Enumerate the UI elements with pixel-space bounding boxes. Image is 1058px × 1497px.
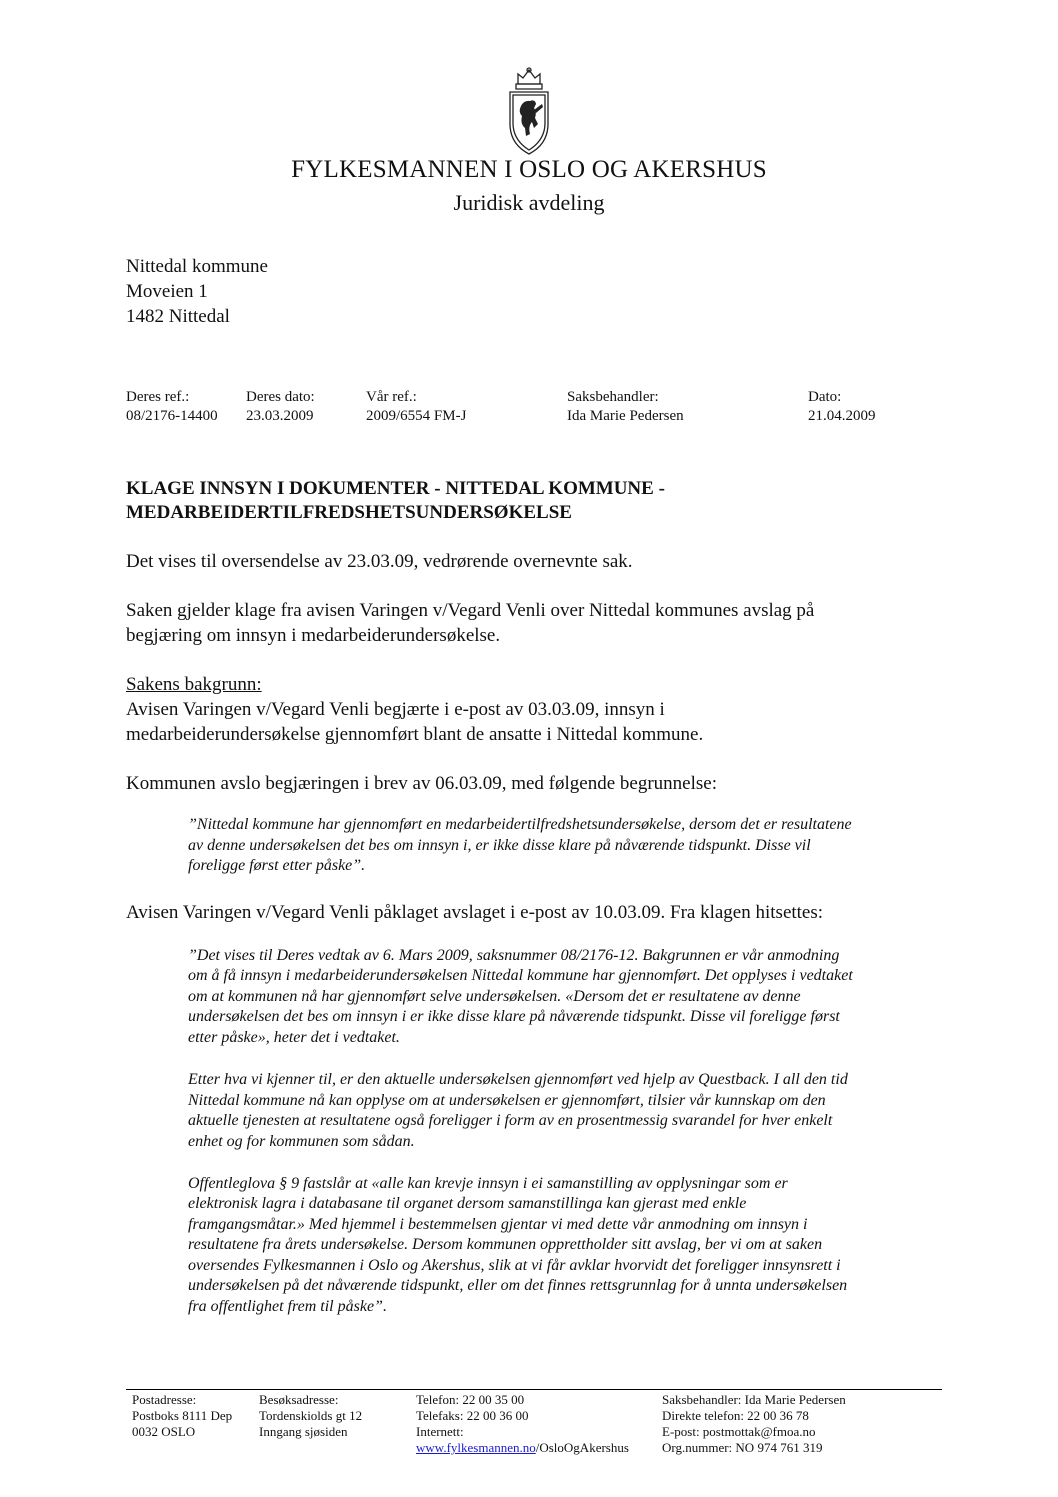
- dato-label: Dato:: [808, 389, 842, 405]
- paragraph-4: Kommunen avslo begjæringen i brev av 06.03.09, med følgende begrunnelse:: [126, 773, 717, 794]
- quote-4-line-6: undersøkelsen på det nåværende tidspunkt, eller om det finnes rettsgrunnlag for å unnta undersøkelsen: [188, 1277, 848, 1294]
- var-ref-value: 2009/6554 FM-J: [366, 408, 467, 424]
- quote-3-line-2: Nittedal kommune nå kan opplyse om at undersøkelsen er gjennomført, tilsier vår kunnskap om den: [188, 1092, 826, 1109]
- section-heading: Sakens bakgrunn:: [126, 674, 262, 695]
- var-ref-label: Vår ref.:: [366, 389, 417, 405]
- quote-2-line-4: undersøkelsen det bes om innsyn i er ikke disse klare på nåværende tidspunkt. Disse vil foreligge først: [188, 1008, 840, 1025]
- saksbehandler-value: Ida Marie Pedersen: [567, 408, 684, 424]
- quote-1-line-2: av denne undersøkelsen det bes om innsyn i, er ikke disse klare på nåværende tidspunkt. Disse vil: [188, 837, 811, 854]
- deres-dato-label: Deres dato:: [246, 389, 315, 405]
- deres-ref-label: Deres ref.:: [126, 389, 190, 405]
- footer-visit-label: Besøksadresse:: [259, 1392, 339, 1407]
- quote-4-line-4: resultatene fra årets undersøkelse. Dersom kommunen opprettholder sitt avslag, ber vi om at saken: [188, 1236, 823, 1253]
- deres-ref-value: 08/2176-14400: [126, 408, 218, 424]
- quote-4-line-1: Offentleglova § 9 fastslår at «alle kan krevje innsyn i ei samanstilling av opplysningar som er: [188, 1175, 788, 1192]
- quote-2-line-3: om at kommunen nå har gjennomført selve undersøkelsen. «Dersom det er resultatene av denne: [188, 988, 801, 1005]
- website-link[interactable]: www.fylkesmannen.no: [416, 1440, 536, 1455]
- paragraph-2-line-2: begjæring om innsyn i medarbeiderundersøkelse.: [126, 625, 501, 646]
- paragraph-1: Det vises til oversendelse av 23.03.09, vedrørende overnevnte sak.: [126, 551, 633, 572]
- footer-phone: Telefon: 22 00 35 00: [416, 1392, 525, 1407]
- paragraph-5: Avisen Varingen v/Vegard Venli påklaget avslaget i e-post av 10.03.09. Fra klagen hitsettes:: [126, 902, 824, 923]
- footer-web-address: [416, 1440, 629, 1456]
- footer-internet-label: Internett:: [416, 1424, 464, 1439]
- quote-4-line-7: fra offentlighet frem til påske”.: [188, 1298, 387, 1315]
- footer-visit-line-1: Tordenskiolds gt 12: [259, 1408, 363, 1423]
- quote-2-line-5: etter påske», heter det i vedtaket.: [188, 1029, 400, 1046]
- footer-org-number: Org.nummer: NO 974 761 319: [662, 1440, 823, 1455]
- deres-dato-value: 23.03.2009: [246, 408, 314, 424]
- footer-direct-phone: Direkte telefon: 22 00 36 78: [662, 1408, 809, 1423]
- quote-2-line-2: om å få innsyn i medarbeiderundersøkelsen Nittedal kommune har gjennomført. Det opplyses i vedtaket: [188, 967, 853, 984]
- organization-name: FYLKESMANNEN I OSLO OG AKERSHUS: [291, 156, 767, 183]
- department-name: Juridisk avdeling: [453, 190, 605, 215]
- paragraph-3-line-1: Avisen Varingen v/Vegard Venli begjærte i e-post av 03.03.09, innsyn i: [126, 699, 665, 720]
- recipient-street: Moveien 1: [126, 281, 208, 302]
- footer-visit-line-2: Inngang sjøsiden: [259, 1424, 348, 1439]
- quote-4-line-3: framgangsmåtar.» Med hjemmel i bestemmelsen gjentar vi med dette vår anmodning om innsyn i: [188, 1216, 808, 1233]
- quote-4-line-5: oversendes Fylkesmannen i Oslo og Akershus, slik at vi får avklar hvorvidt det foreligger innsynsrett i: [188, 1257, 841, 1274]
- paragraph-2-line-1: Saken gjelder klage fra avisen Varingen v/Vegard Venli over Nittedal kommunes avslag på: [126, 600, 815, 621]
- quote-1-line-3: foreligge først etter påske”.: [188, 857, 366, 874]
- letter-title-line-1: KLAGE INNSYN I DOKUMENTER - NITTEDAL KOMMUNE -: [126, 478, 665, 499]
- dato-value: 21.04.2009: [808, 408, 876, 424]
- quote-3-line-1: Etter hva vi kjenner til, er den aktuelle undersøkelsen gjennomført ved hjelp av Questback. I all den tid: [188, 1071, 848, 1088]
- recipient-city: 1482 Nittedal: [126, 306, 230, 327]
- quote-3-line-3: aktuelle tjenesten at resultatene også foreligger i form av en prosentmessig svarandel for hver enkelt: [188, 1112, 833, 1129]
- quote-3-line-4: enhet og for kommunen som sådan.: [188, 1133, 415, 1150]
- footer-divider: [126, 1389, 942, 1390]
- letter-title-line-2: MEDARBEIDERTILFREDSHETSUNDERSØKELSE: [126, 502, 572, 523]
- website-suffix: /OsloOgAkershus: [535, 1440, 629, 1455]
- coat-of-arms-lion-icon: [500, 66, 558, 158]
- quote-1-line-1: ”Nittedal kommune har gjennomført en medarbeidertilfredshetsundersøkelse, dersom det er resultatene: [188, 816, 852, 833]
- paragraph-3-line-2: medarbeiderundersøkelse gjennomført blant de ansatte i Nittedal kommune.: [126, 724, 704, 745]
- saksbehandler-label: Saksbehandler:: [567, 389, 659, 405]
- footer-case-officer: Saksbehandler: Ida Marie Pedersen: [662, 1392, 846, 1407]
- quote-2-line-1: ”Det vises til Deres vedtak av 6. Mars 2009, saksnummer 08/2176-12. Bakgrunnen er vår anmodning: [188, 947, 840, 964]
- footer-post-label: Postadresse:: [132, 1392, 197, 1407]
- quote-4-line-2: elektronisk lagra i databasane til organet dersom samanstillinga kan gjerast med enkle: [188, 1195, 747, 1212]
- recipient-name: Nittedal kommune: [126, 256, 268, 277]
- footer-post-line-2: 0032 OSLO: [132, 1424, 196, 1439]
- footer-fax: Telefaks: 22 00 36 00: [416, 1408, 529, 1423]
- footer-email: E-post: postmottak@fmoa.no: [662, 1424, 816, 1439]
- footer-post-line-1: Postboks 8111 Dep: [132, 1408, 233, 1423]
